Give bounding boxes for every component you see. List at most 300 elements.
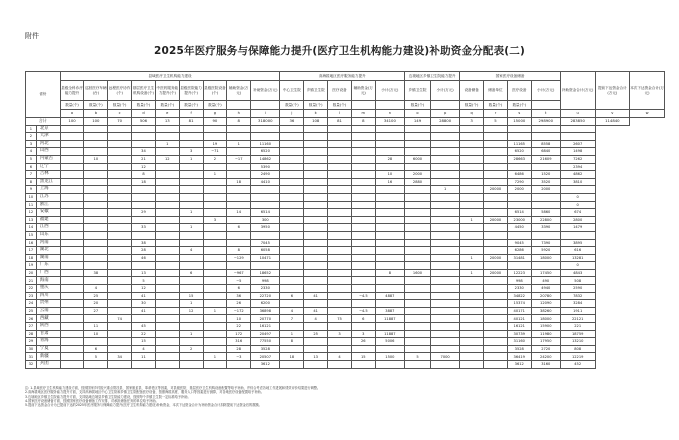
table-cell bbox=[460, 285, 484, 293]
table-cell: 674 bbox=[560, 209, 595, 217]
table-row bbox=[26, 201, 665, 209]
table-cell: −4.5 bbox=[351, 307, 375, 315]
total-cell: 108 bbox=[304, 118, 328, 126]
table-cell: 2607 bbox=[560, 140, 595, 148]
table-cell: 36 bbox=[227, 292, 251, 300]
table-cell bbox=[375, 201, 404, 209]
table-cell: 0 bbox=[560, 262, 595, 270]
table-cell bbox=[351, 140, 375, 148]
table-cell bbox=[484, 315, 508, 323]
table-cell: 30 bbox=[132, 300, 156, 308]
table-row bbox=[26, 277, 665, 285]
table-cell bbox=[328, 155, 352, 163]
row-number: 28 bbox=[26, 330, 37, 338]
table-cell bbox=[155, 292, 179, 300]
table-cell: 25 bbox=[304, 330, 328, 338]
total-cell: 15000 bbox=[507, 118, 531, 126]
table-cell bbox=[60, 330, 84, 338]
table-cell bbox=[484, 239, 508, 247]
table-cell bbox=[203, 178, 227, 186]
table-cell: 1 bbox=[203, 353, 227, 361]
total-cell: 5 bbox=[484, 118, 508, 126]
table-cell: 12219 bbox=[560, 353, 595, 361]
table-cell bbox=[460, 155, 484, 163]
desc-header-cell: 县级全科诊疗能力提升 bbox=[60, 81, 84, 101]
table-cell bbox=[251, 186, 280, 194]
table-cell bbox=[108, 193, 132, 201]
table-cell: 16121 bbox=[251, 323, 280, 331]
table-cell: 7290 bbox=[507, 178, 531, 186]
table-cell bbox=[431, 239, 460, 247]
province-name: 浙江 bbox=[36, 201, 60, 209]
table-cell bbox=[484, 148, 508, 156]
total-cell: 34100 bbox=[375, 118, 404, 126]
table-cell bbox=[460, 323, 484, 331]
table-cell: 998 bbox=[251, 277, 280, 285]
table-cell bbox=[405, 125, 431, 133]
table-cell bbox=[351, 193, 375, 201]
index-header-cell: s bbox=[507, 110, 531, 118]
province-name: 云南 bbox=[36, 307, 60, 315]
table-cell: 29 bbox=[132, 209, 156, 217]
table-cell: 22 bbox=[227, 323, 251, 331]
province-name: 山西 bbox=[36, 148, 60, 156]
table-cell bbox=[84, 140, 108, 148]
table-cell bbox=[203, 186, 227, 194]
table-cell: 18 bbox=[227, 178, 251, 186]
table-cell bbox=[84, 133, 108, 141]
table-cell: 4 bbox=[179, 247, 203, 255]
table-cell bbox=[108, 140, 132, 148]
table-cell bbox=[484, 307, 508, 315]
table-cell: 4843 bbox=[560, 269, 595, 277]
table-cell: −967 bbox=[227, 269, 251, 277]
table-cell bbox=[155, 361, 179, 369]
row-number: 29 bbox=[26, 338, 37, 346]
table-cell bbox=[108, 262, 132, 270]
unit-header-cell: 数量(个) bbox=[155, 101, 179, 110]
table-cell: 3528 bbox=[507, 345, 531, 353]
table-cell bbox=[560, 231, 595, 239]
table-cell: 19 bbox=[203, 140, 227, 148]
table-cell bbox=[280, 231, 304, 239]
table-cell: 15 bbox=[351, 353, 375, 361]
table-cell bbox=[179, 133, 203, 141]
table-cell bbox=[155, 239, 179, 247]
row-number: 16 bbox=[26, 239, 37, 247]
table-cell: −3 bbox=[227, 353, 251, 361]
row-number: 32 bbox=[26, 361, 37, 369]
table-cell bbox=[179, 231, 203, 239]
table-cell bbox=[431, 307, 460, 315]
province-name: 湖南 bbox=[36, 254, 60, 262]
table-cell bbox=[460, 262, 484, 270]
table-cell bbox=[304, 285, 328, 293]
row-number: 31 bbox=[26, 353, 37, 361]
table-cell bbox=[304, 155, 328, 163]
table-cell bbox=[484, 231, 508, 239]
table-cell: 5006 bbox=[375, 338, 404, 346]
index-header-cell: v bbox=[595, 110, 630, 118]
province-name: 江苏 bbox=[36, 193, 60, 201]
table-cell: 300 bbox=[251, 216, 280, 224]
table-cell: 11 bbox=[84, 323, 108, 331]
table-row bbox=[26, 163, 665, 171]
table-cell bbox=[431, 216, 460, 224]
table-cell bbox=[108, 300, 132, 308]
table-cell bbox=[108, 307, 132, 315]
table-cell bbox=[431, 323, 460, 331]
table-cell bbox=[227, 125, 251, 133]
province-name: 河南 bbox=[36, 239, 60, 247]
table-cell bbox=[460, 277, 484, 285]
table-cell bbox=[60, 163, 84, 171]
table-cell bbox=[351, 254, 375, 262]
table-cell bbox=[280, 186, 304, 194]
table-cell bbox=[405, 133, 431, 141]
table-cell bbox=[405, 239, 431, 247]
table-cell bbox=[304, 133, 328, 141]
table-cell bbox=[84, 361, 108, 369]
table-cell bbox=[328, 140, 352, 148]
table-cell bbox=[155, 285, 179, 293]
table-cell bbox=[155, 163, 179, 171]
table-cell bbox=[155, 338, 179, 346]
table-cell: 13210 bbox=[560, 338, 595, 346]
table-cell: 22720 bbox=[251, 292, 280, 300]
row-number: 20 bbox=[26, 269, 37, 277]
table-cell bbox=[280, 323, 304, 331]
table-cell bbox=[227, 239, 251, 247]
table-cell: 12090 bbox=[531, 300, 560, 308]
table-row bbox=[26, 178, 665, 186]
table-cell bbox=[60, 269, 84, 277]
table-cell bbox=[108, 330, 132, 338]
issued-funds-header: 提前下达资金合计(万元) bbox=[595, 72, 630, 110]
table-cell bbox=[108, 285, 132, 293]
province-name: 四川 bbox=[36, 292, 60, 300]
table-cell bbox=[405, 247, 431, 255]
table-cell: 34 bbox=[108, 353, 132, 361]
table-cell: 10 bbox=[375, 171, 404, 179]
table-cell bbox=[203, 231, 227, 239]
table-cell bbox=[507, 231, 531, 239]
row-number: 25 bbox=[26, 307, 37, 315]
table-cell bbox=[431, 224, 460, 232]
table-cell: 2800 bbox=[560, 216, 595, 224]
note-line: 5.提前下达资金合计为已提前下达的2025年医疗服务与保障能力提升(医疗卫生机构能力建设)补助资金，本次下达资金合计为补助资金合计扣除提前下达资金后的数额。 bbox=[25, 403, 262, 408]
table-row bbox=[26, 155, 665, 163]
table-cell: 12223 bbox=[507, 269, 531, 277]
table-cell: −172 bbox=[227, 307, 251, 315]
table-cell bbox=[280, 239, 304, 247]
table-cell: 13 bbox=[304, 353, 328, 361]
table-cell bbox=[60, 209, 84, 217]
table-cell bbox=[227, 186, 251, 194]
index-header-cell: a bbox=[60, 110, 84, 118]
table-cell bbox=[60, 307, 84, 315]
table-cell bbox=[179, 262, 203, 270]
table-cell bbox=[460, 307, 484, 315]
table-cell bbox=[227, 133, 251, 141]
table-cell: 2590 bbox=[560, 285, 595, 293]
table-cell bbox=[405, 292, 431, 300]
table-cell bbox=[304, 239, 328, 247]
desc-header-cell: 储备单位 bbox=[484, 81, 508, 101]
total-cell: 3 bbox=[460, 118, 484, 126]
unit-header-cell bbox=[431, 101, 460, 110]
table-cell: 2 bbox=[179, 345, 203, 353]
table-cell bbox=[60, 155, 84, 163]
table-cell bbox=[132, 262, 156, 270]
row-number: 21 bbox=[26, 277, 37, 285]
table-cell bbox=[132, 315, 156, 323]
table-cell bbox=[304, 277, 328, 285]
desc-header-cell: 基层医疗卫生机构设备(个) bbox=[132, 81, 156, 101]
table-cell bbox=[460, 315, 484, 323]
table-cell: 5 bbox=[84, 353, 108, 361]
table-cell: 46 bbox=[132, 254, 156, 262]
table-cell: 22800 bbox=[531, 216, 560, 224]
province-name: 海南 bbox=[36, 277, 60, 285]
table-cell bbox=[84, 193, 108, 201]
table-cell: 20000 bbox=[484, 216, 508, 224]
table-row bbox=[26, 323, 665, 331]
table-cell bbox=[203, 133, 227, 141]
province-name: 陕西 bbox=[36, 323, 60, 331]
table-cell: 1 bbox=[179, 300, 203, 308]
table-cell bbox=[203, 163, 227, 171]
table-cell: 28663 bbox=[507, 155, 531, 163]
table-cell bbox=[405, 186, 431, 194]
table-cell: 28 bbox=[375, 155, 404, 163]
table-cell: 2000 bbox=[531, 186, 560, 194]
province-name: 福建 bbox=[36, 216, 60, 224]
index-header-cell: q bbox=[460, 110, 484, 118]
table-cell bbox=[405, 262, 431, 270]
table-body bbox=[26, 118, 665, 369]
table-cell bbox=[132, 231, 156, 239]
total-cell: 149 bbox=[405, 118, 431, 126]
table-cell bbox=[351, 133, 375, 141]
table-cell bbox=[560, 125, 595, 133]
table-cell bbox=[84, 277, 108, 285]
table-cell: 7045 bbox=[251, 239, 280, 247]
table-cell bbox=[405, 209, 431, 217]
table-cell bbox=[108, 254, 132, 262]
table-cell bbox=[155, 186, 179, 194]
table-cell bbox=[280, 285, 304, 293]
table-cell bbox=[375, 125, 404, 133]
table-cell bbox=[155, 224, 179, 232]
table-cell bbox=[84, 254, 108, 262]
total-cell: 8 bbox=[351, 118, 375, 126]
table-cell bbox=[405, 201, 431, 209]
desc-header-cell: 乡镇卫生院 bbox=[304, 81, 328, 101]
table-cell bbox=[108, 269, 132, 277]
table-cell: 12 bbox=[132, 163, 156, 171]
table-cell bbox=[531, 193, 560, 201]
table-cell bbox=[84, 171, 108, 179]
table-cell: 26 bbox=[227, 300, 251, 308]
province-name: 辽宁 bbox=[36, 163, 60, 171]
table-cell bbox=[155, 148, 179, 156]
table-cell: 0 bbox=[560, 193, 595, 201]
table-cell: 18000 bbox=[531, 315, 560, 323]
table-cell bbox=[328, 345, 352, 353]
table-cell bbox=[304, 209, 328, 217]
table-cell bbox=[155, 323, 179, 331]
table-cell: 11887 bbox=[375, 315, 404, 323]
row-number: 30 bbox=[26, 345, 37, 353]
table-cell bbox=[155, 201, 179, 209]
table-cell: 14 bbox=[227, 209, 251, 217]
table-cell: 3 bbox=[351, 330, 375, 338]
table-cell: 20770 bbox=[251, 315, 280, 323]
table-cell: 4 bbox=[132, 345, 156, 353]
table-cell bbox=[351, 345, 375, 353]
province-name: 吉林 bbox=[36, 171, 60, 179]
table-cell bbox=[304, 125, 328, 133]
unit-header-cell: 数量(个) bbox=[179, 101, 203, 110]
table-cell bbox=[155, 262, 179, 270]
table-cell bbox=[203, 209, 227, 217]
table-cell: 5 bbox=[405, 353, 431, 361]
row-number: 17 bbox=[26, 247, 37, 255]
table-cell bbox=[531, 231, 560, 239]
table-row bbox=[26, 186, 665, 194]
table-row bbox=[26, 148, 665, 156]
table-cell bbox=[405, 323, 431, 331]
table-cell: 1479 bbox=[560, 224, 595, 232]
table-cell bbox=[203, 292, 227, 300]
desc-header-cell: 中医药服务能力提升(个) bbox=[155, 81, 179, 101]
table-cell bbox=[304, 323, 328, 331]
province-name: 宁夏 bbox=[36, 345, 60, 353]
table-cell bbox=[351, 163, 375, 171]
table-cell bbox=[460, 186, 484, 194]
table-cell bbox=[155, 125, 179, 133]
table-cell: 21 bbox=[132, 155, 156, 163]
table-cell bbox=[179, 254, 203, 262]
table-cell: 7832 bbox=[560, 292, 595, 300]
province-name: 天津 bbox=[36, 133, 60, 141]
table-cell bbox=[304, 247, 328, 255]
table-cell bbox=[304, 201, 328, 209]
table-cell bbox=[84, 148, 108, 156]
table-cell bbox=[251, 201, 280, 209]
index-header-cell: t bbox=[531, 110, 560, 118]
table-cell bbox=[108, 178, 132, 186]
table-row bbox=[26, 247, 665, 255]
total-label: 合计 bbox=[26, 118, 61, 126]
province-name: 重庆 bbox=[36, 285, 60, 293]
table-cell bbox=[328, 292, 352, 300]
table-cell: 2000 bbox=[507, 186, 531, 194]
table-cell: 6514 bbox=[251, 209, 280, 217]
table-cell: 1600 bbox=[405, 269, 431, 277]
table-cell: 1 bbox=[227, 140, 251, 148]
table-cell bbox=[108, 277, 132, 285]
table-cell: 10471 bbox=[251, 254, 280, 262]
table-cell bbox=[531, 163, 560, 171]
table-cell bbox=[132, 125, 156, 133]
row-number: 7 bbox=[26, 171, 37, 179]
table-cell bbox=[431, 361, 460, 369]
table-cell bbox=[405, 216, 431, 224]
index-header-row bbox=[26, 110, 665, 118]
table-cell bbox=[375, 285, 404, 293]
table-cell bbox=[484, 247, 508, 255]
table-cell: 6486 bbox=[507, 171, 531, 179]
table-cell bbox=[203, 224, 227, 232]
table-cell bbox=[405, 361, 431, 369]
table-cell: 2330 bbox=[251, 285, 280, 293]
desc-header-cell: 小计(万元) bbox=[375, 81, 404, 101]
table-cell bbox=[431, 178, 460, 186]
table-cell bbox=[431, 163, 460, 171]
table-cell bbox=[84, 247, 108, 255]
table-cell bbox=[484, 323, 508, 331]
unit-header-cell bbox=[351, 101, 375, 110]
table-cell bbox=[60, 133, 84, 141]
table-cell bbox=[484, 353, 508, 361]
table-cell bbox=[351, 285, 375, 293]
desc-header-cell: 中心卫生院 bbox=[280, 81, 304, 101]
table-cell bbox=[405, 277, 431, 285]
note-line: 2.高海拔地区医疗服务能力提升方面，支持高海拔地区中心卫生院和乡镇卫生院配备医疗设备，按照海拔高度、服务人口等因素进行测算，对各地医疗设备配置给予补助。 bbox=[25, 390, 264, 395]
table-cell bbox=[280, 254, 304, 262]
index-header-cell: m bbox=[351, 110, 375, 118]
table-cell bbox=[60, 148, 84, 156]
table-cell bbox=[203, 315, 227, 323]
total-cell: 28800 bbox=[431, 118, 460, 126]
table-cell: 4 bbox=[304, 315, 328, 323]
total-cell: 70 bbox=[108, 118, 132, 126]
table-cell: 20507 bbox=[251, 353, 280, 361]
table-cell: 6 bbox=[351, 315, 375, 323]
table-cell: 28 bbox=[132, 247, 156, 255]
table-cell bbox=[328, 163, 352, 171]
table-cell bbox=[155, 269, 179, 277]
table-cell bbox=[280, 201, 304, 209]
table-cell bbox=[460, 338, 484, 346]
table-cell: 4 bbox=[328, 353, 352, 361]
table-cell bbox=[328, 201, 352, 209]
table-cell: −129 bbox=[227, 254, 251, 262]
table-cell bbox=[203, 277, 227, 285]
table-cell: 2330 bbox=[507, 285, 531, 293]
table-cell bbox=[108, 338, 132, 346]
table-cell bbox=[460, 239, 484, 247]
table-cell bbox=[60, 300, 84, 308]
table-cell bbox=[375, 148, 404, 156]
table-cell bbox=[351, 216, 375, 224]
table-cell bbox=[405, 307, 431, 315]
table-cell bbox=[375, 209, 404, 217]
index-header-cell: g bbox=[203, 110, 227, 118]
table-cell bbox=[431, 345, 460, 353]
table-cell: 34822 bbox=[507, 292, 531, 300]
unit-header-cell bbox=[251, 101, 280, 110]
table-cell bbox=[484, 330, 508, 338]
table-cell bbox=[431, 148, 460, 156]
row-number: 14 bbox=[26, 224, 37, 232]
table-cell: 18652 bbox=[251, 269, 280, 277]
table-cell bbox=[484, 361, 508, 369]
table-cell bbox=[280, 216, 304, 224]
row-number: 9 bbox=[26, 186, 37, 194]
